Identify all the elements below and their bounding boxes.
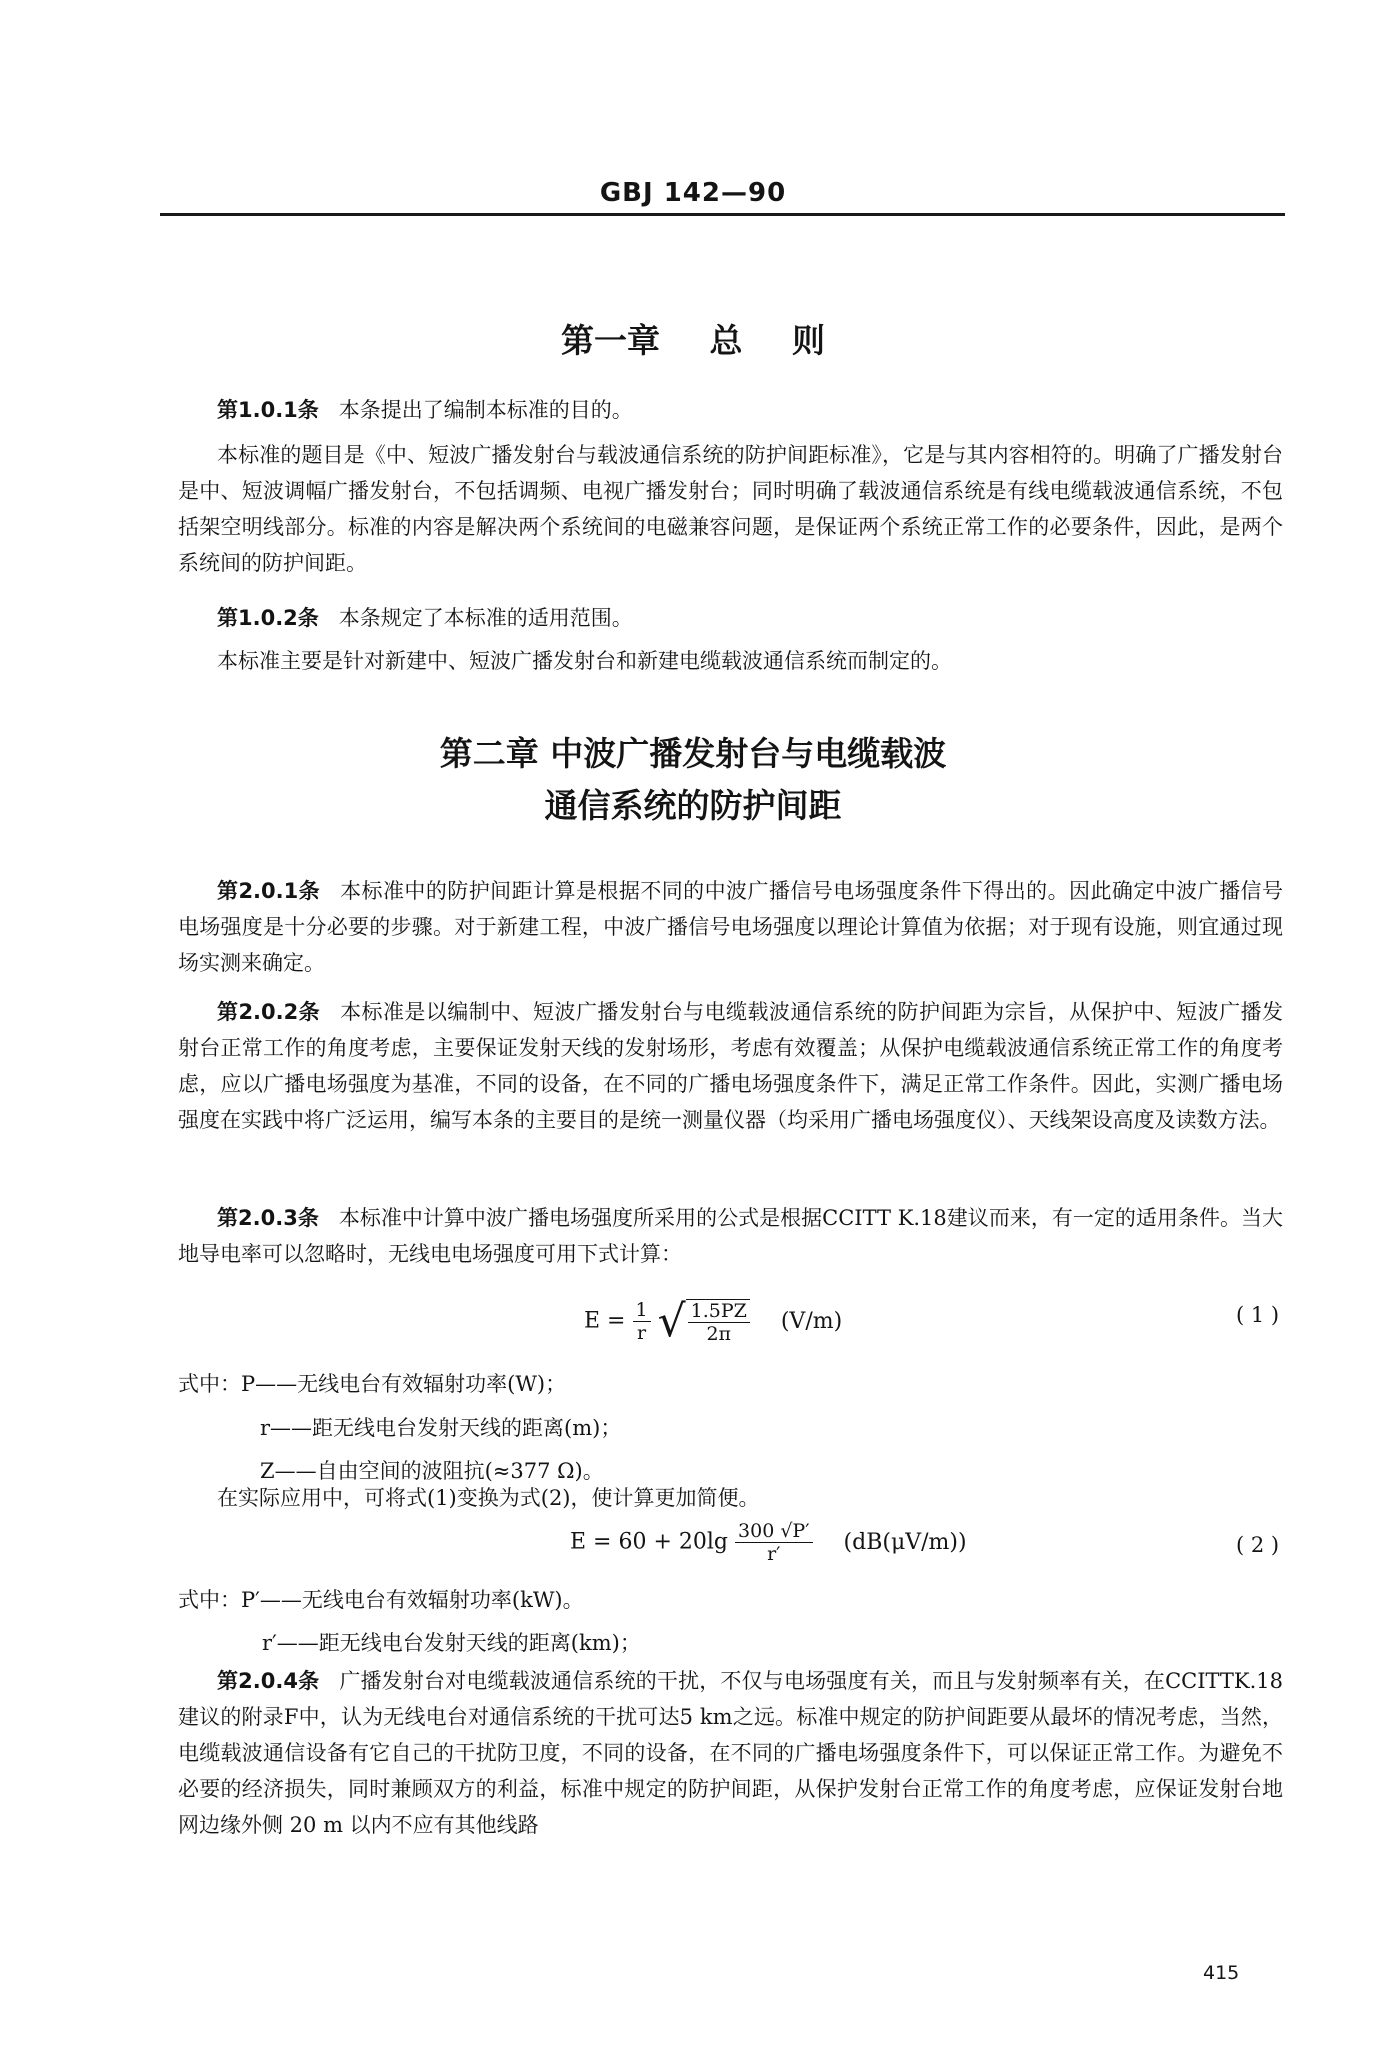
clause-2-0-1 [178,873,1283,981]
definition-p: 式中：P——无线电台有效辐射功率(W)； [178,1372,567,1396]
clause-2-0-3 [178,1200,1283,1272]
clause-text: 本条提出了编制本标准的目的。 [338,398,633,422]
radicand [686,1299,750,1345]
clause-text: 本条规定了本标准的适用范围。 [338,606,633,630]
formula-fraction [735,1520,813,1565]
clause-text: 本标准中计算中波广播电场强度所采用的公式是根据CCITT K.18建议而来，有一定的适用条件。当大地导电率可以忽略时，无线电电场强度可用下式计算： [178,1206,1284,1266]
fraction-numerator: 1 [633,1299,651,1322]
page-number: 415 [1203,1962,1240,1984]
equation-number-2: ( 2 ) [1236,1533,1280,1557]
running-header: GBJ 142—90 [599,178,787,208]
clause-tag: 第2.0.4条 [217,1669,320,1693]
chapter-1-title: 第一章 总 则 [561,321,825,360]
square-root [658,1296,750,1347]
clause-1-0-1-body: 本标准的题目是《中、短波广播发射台与载波通信系统的防护间距标准》，它是与其内容相符的。明确了广播发射台是中、短波调幅广播发射台，不包括调频、电视广播发射台；同时明确了载波通信系统是有线电缆载波通信系统，不包括架空明线部分。标准的内容是解决两个系统间的电磁兼容问题，是保证两个系统正常工作的必要条件，因此，是两个系统间的防护间距。 [178,443,1283,575]
fraction-denominator: r′ [767,1543,781,1565]
formula-1 [584,1296,842,1347]
header-rule [160,213,1285,216]
clause-2-0-2 [178,994,1283,1138]
clause-tag: 第2.0.3条 [217,1206,319,1230]
radicand-denominator: 2π [706,1322,732,1345]
formula-fraction [633,1299,651,1344]
clause-2-0-4 [178,1663,1283,1843]
definition-p-prime: 式中：P′——无线电台有效辐射功率(kW)。 [178,1588,584,1612]
definition-r-prime: r′——距无线电台发射天线的距离(km)； [262,1631,641,1655]
clause-text: 广播发射台对电缆载波通信系统的干扰，不仅与电场强度有关，而且与发射频率有关，在CCITTK.18建议的附录F中，认为无线电台对通信系统的干扰可达5 km之远。标准中规定的防护间距要从最坏的情况考虑，当然，电缆载波通信设备有它自己的干扰防卫度，不同的设备，在不同的广播电场强度条件下，可以保证正常工作。为避免不必要的经济损失，同时兼顾双方的利益，标准中规定的防护间距，从保护发射台正常工作的角度考虑，应保证发射台地网边缘外侧 20 m 以内不应有其他线路 [178,1669,1283,1837]
clause-tag: 第2.0.1条 [217,879,321,903]
clause-tag: 第2.0.2条 [217,1000,321,1024]
formula-2 [570,1520,967,1565]
fraction-numerator: 300 √P′ [735,1520,813,1543]
clause-1-0-1 [217,392,1322,428]
clause-1-0-2-body: 本标准主要是针对新建中、短波广播发射台和新建电缆载波通信系统而制定的。 [217,649,952,673]
transition-text: 在实际应用中，可将式(1)变换为式(2)，使计算更加简便。 [217,1486,760,1510]
chapter-2-title-line1: 第二章 中波广播发射台与电缆载波 [439,734,947,773]
clause-text: 本标准是以编制中、短波广播发射台与电缆载波通信系统的防护间距为宗旨，从保护中、短波广播发射台正常工作的角度考虑，主要保证发射天线的发射场形，考虑有效覆盖；从保护电缆载波通信系统正常工作的角度考虑，应以广播电场强度为基准，不同的设备，在不同的广播电场强度条件下，满足正常工作条件。因此，实测广播电场强度在实践中将广泛运用，编写本条的主要目的是统一测量仪器（均采用广播电场强度仪）、天线架设高度及读数方法。 [178,1000,1283,1132]
radicand-numerator: 1.5PZ [688,1300,750,1323]
formula-unit: (V/m) [780,1308,843,1334]
equation-number-1: ( 1 ) [1236,1303,1280,1327]
definition-z: Z——自由空间的波阻抗(≈377 Ω)。 [260,1459,604,1483]
formula-unit: (dB(μV/m)) [843,1529,967,1555]
fraction-denominator: r [637,1322,647,1344]
clause-1-0-2 [217,600,1322,636]
clause-tag: 第1.0.1条 [217,398,319,422]
definition-r: r——距无线电台发射天线的距离(m)； [260,1416,622,1440]
chapter-2-title-line2: 通信系统的防护间距 [544,786,842,825]
clause-tag: 第1.0.2条 [217,606,319,630]
formula-lhs: E = 60 + 20lg [570,1529,729,1555]
formula-lhs: E = [584,1308,626,1334]
clause-text: 本标准中的防护间距计算是根据不同的中波广播信号电场强度条件下得出的。因此确定中波广播信号电场强度是十分必要的步骤。对于新建工程，中波广播信号电场强度以理论计算值为依据；对于现有设施，则宜通过现场实测来确定。 [178,879,1283,975]
radicand-fraction [688,1300,750,1345]
radical-sign: √ [657,1296,686,1347]
